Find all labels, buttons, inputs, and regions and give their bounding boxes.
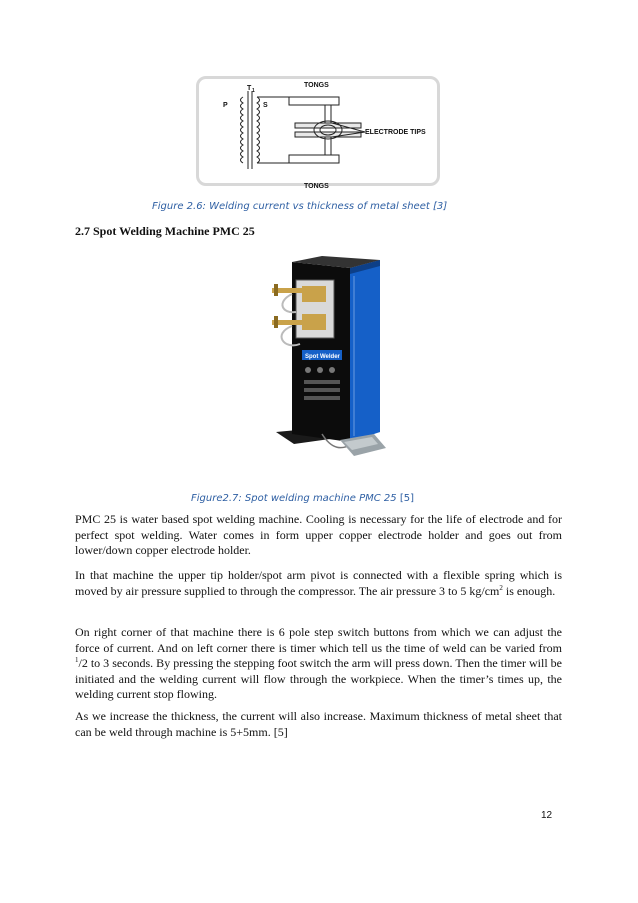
welding-circuit-diagram (196, 76, 440, 190)
tongs-bottom-label: TONGS (304, 183, 329, 190)
spot-welding-machine-image (262, 254, 394, 464)
paragraph-1: PMC 25 is water based spot welding machine. Cooling is necessary for the life of electrode and for perfect spot welding. Water comes in form upper copper electrode holder and goes out from lower/down copper electrode holder. (75, 512, 562, 558)
machine-panel-label: Spot Welder (305, 354, 340, 360)
paragraph-3-text-end: /2 to 3 seconds. By pressing the stepping foot switch the arm will press down. Then the timer will be initiated and the welding current will flow through the workpiece. When the timer’s times up, the welding current stop flowing. (75, 656, 562, 702)
transformer-subscript: 1 (252, 88, 255, 94)
section-heading: 2.7 Spot Welding Machine PMC 25 (75, 224, 255, 238)
primary-label: P (223, 102, 228, 109)
paragraph-4: As we increase the thickness, the current will also increase. Maximum thickness of metal sheet that can be weld through machine is 5+5mm. [5] (75, 709, 562, 739)
tongs-top-label: TONGS (304, 82, 329, 89)
paragraph-3-text: On right corner of that machine there is 6 pole step switch buttons from which we can adjust the force of current. And on left corner there is timer which tell us the time of weld can be varied from (75, 625, 562, 655)
figure-2-7-caption-text: Figure2.7: Spot welding machine PMC 25 (191, 493, 397, 504)
machine-illustration (262, 254, 394, 464)
figure-2-7-caption (191, 493, 414, 504)
paragraph-3 (75, 625, 562, 703)
figure-2-7-caption-ref: [5] (396, 493, 414, 504)
electrode-tips-label: ELECTRODE TIPS (365, 129, 426, 136)
page-number: 12 (541, 810, 553, 821)
paragraph-2-text-end: is enough. (502, 583, 556, 598)
transformer-label: T (247, 85, 252, 92)
paragraph-2 (75, 568, 562, 599)
secondary-label: S (263, 102, 268, 109)
paragraph-2-superscript: 2 (499, 583, 503, 592)
figure-2-6-caption: Figure 2.6: Welding current vs thickness of metal sheet [3] (152, 201, 448, 212)
paragraph-3-superscript: 1 (75, 656, 79, 665)
circuit-schematic (199, 79, 437, 190)
paragraph-2-text: In that machine the upper tip holder/spot arm pivot is connected with a flexible spring which is moved by air pressure supplied to through the compressor. The air pressure 3 to 5 kg/cm (75, 568, 562, 598)
